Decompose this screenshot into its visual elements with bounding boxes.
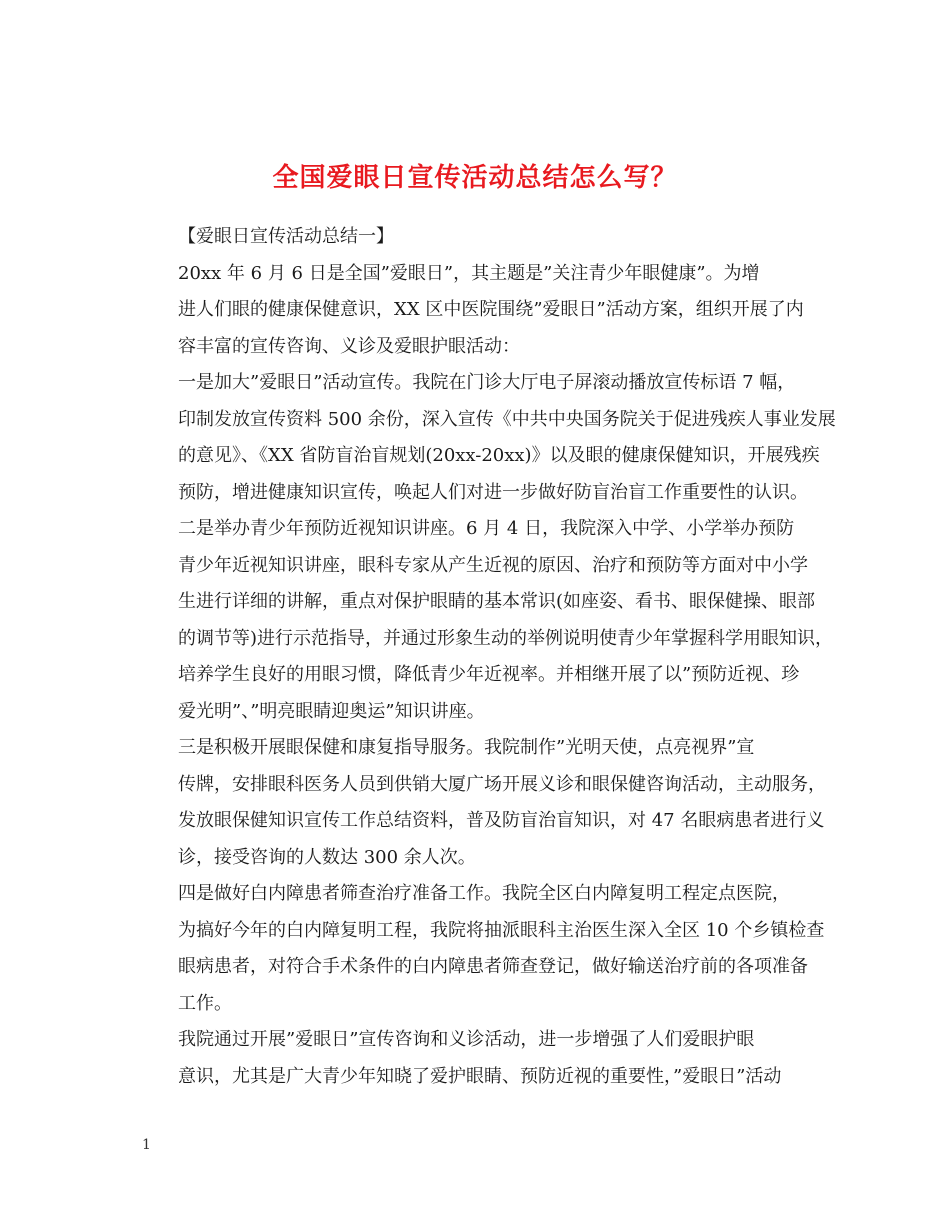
paragraph-line: 青少年近视知识讲座，眼科专家从产生近视的原因、治疗和预防等方面对中小学 [178,554,808,576]
paragraph [142,1022,832,1095]
paragraph-line: 发放眼保健知识宣传工作总结资料，普及防盲治盲知识，对 47 名眼病患者进行义 [178,810,825,831]
paragraph [142,730,832,876]
paragraph-line: 为搞好今年的白内障复明工程，我院将抽派眼科主治医生深入全区 10 个乡镇检查 [178,919,825,941]
paragraph-line: 20xx 年 6 月 6 日是全国”爱眼日”，其主题是”关注青少年眼健康”。为增 [178,262,760,284]
paragraph-line: 印制发放宣传资料 500 余份，深入宣传《中共中央国务院关于促进残疾人事业发展 [178,408,836,430]
section-heading: 【爱眼日宣传活动总结一】 [178,226,394,247]
paragraph-line: 进人们眼的健康保健意识，XX 区中医院围绕”爱眼日”活动方案，组织开展了内 [178,299,804,320]
paragraph-line: 一是加大”爱眼日”活动宣传。我院在门诊大厅电子屏滚动播放宣传标语 7 幅， [178,372,796,393]
paragraph-line: 生进行详细的讲解，重点对保护眼睛的基本常识(如座姿、看书、眼保健操、眼部 [178,591,816,612]
paragraph [142,365,836,511]
paragraph-line: 爱光明”、”明亮眼睛迎奥运”知识讲座。 [178,700,485,722]
paragraph-line: 意识，尤其是广大青少年知晓了爱护眼睛、预防近视的重要性，”爱眼日”活动 [178,1065,782,1087]
page-number: 1 [142,1137,151,1153]
paragraph-line: 工作。 [178,992,232,1014]
paragraph-line: 容丰富的宣传咨询、义诊及爱眼护眼活动： [178,335,520,357]
paragraph [142,876,832,1022]
paragraph-line: 预防，增进健康知识宣传，唤起人们对进一步做好防盲治盲工作重要性的认识。 [178,481,808,503]
document-title: 全国爱眼日宣传活动总结怎么写？ [272,163,678,194]
paragraph [142,256,832,366]
document-body [142,219,836,1095]
paragraph-line: 传牌，安排眼科医务人员到供销大厦广场开展义诊和眼保健咨询活动，主动服务， [178,773,826,795]
paragraph-line: 的调节等)进行示范指导，并通过形象生动的举例说明使青少年掌握科学用眼知识， [178,627,834,649]
paragraph-list [142,256,836,1096]
paragraph-line: 三是积极开展眼保健和康复指导服务。我院制作”光明天使，点亮视界”宣 [178,737,755,758]
paragraph-line: 二是举办青少年预防近视知识讲座。6 月 4 日，我院深入中学、小学举办预防 [178,518,795,539]
paragraph-line: 眼病患者，对符合手术条件的白内障患者筛查登记，做好输送治疗前的各项准备 [178,956,808,977]
paragraph [142,511,832,730]
paragraph-line: 的意见》、《XX 省防盲治盲规划(20xx-20xx)》以及眼的健康保健知识，开展残疾 [178,445,820,466]
paragraph-line: 四是做好白内障患者筛查治疗准备工作。我院全区白内障复明工程定点医院， [178,883,790,904]
paragraph-line: 培养学生良好的用眼习惯，降低青少年近视率。并相继开展了以”预防近视、珍 [178,664,800,685]
paragraph-line: 诊，接受咨询的人数达 300 余人次。 [178,846,476,868]
paragraph-line: 我院通过开展”爱眼日”宣传咨询和义诊活动，进一步增强了人们爱眼护眼 [178,1029,755,1050]
